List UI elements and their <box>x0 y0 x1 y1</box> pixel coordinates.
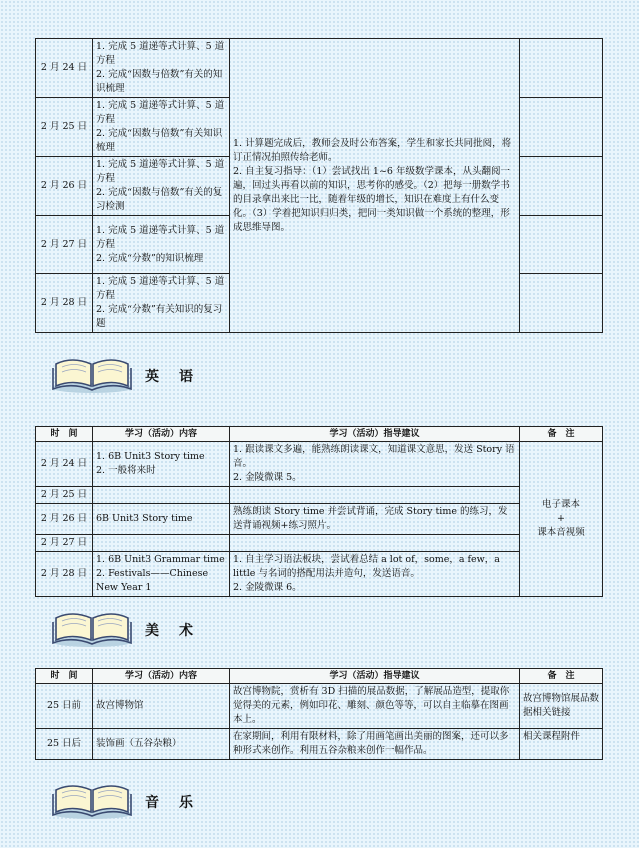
date-cell: 2 月 25 日 <box>36 98 93 157</box>
advice-cell: 故宫博物院，赏析有 3D 扫描的展品数据，了解展品造型，提取你觉得美的元素，例如印花、雕刻、颜色等等，可以自主临摹在图画本上。 <box>230 684 520 729</box>
content-cell: 1. 完成 5 道递等式计算、5 道方程 2. 完成“分数”有关知识的复习题 <box>93 274 230 333</box>
note-cell <box>520 39 603 98</box>
content-cell: 装饰画（五谷杂粮） <box>93 729 230 760</box>
content-cell: 1. 6B Unit3 Story time 2. 一般将来时 <box>93 442 230 487</box>
header-advice: 学习（活动）指导建议 <box>230 427 520 442</box>
art-section-heading <box>50 608 350 648</box>
note-cell <box>520 157 603 216</box>
date-cell: 2 月 26 日 <box>36 504 93 535</box>
note-cell: 故宫博物馆展品数据相关链接 <box>520 684 603 729</box>
content-cell <box>93 487 230 504</box>
table-header-row <box>36 669 603 684</box>
open-book-icon <box>50 780 134 820</box>
content-cell: 1. 6B Unit3 Grammar time 2. Festivals——Chinese New Year 1 <box>93 552 230 597</box>
table-row <box>36 504 603 535</box>
section-title: 美术 <box>145 623 213 639</box>
content-cell: 故宫博物馆 <box>93 684 230 729</box>
date-cell: 2 月 27 日 <box>36 535 93 552</box>
table-row <box>36 684 603 729</box>
header-advice: 学习（活动）指导建议 <box>230 669 520 684</box>
table-row <box>36 442 603 487</box>
content-cell <box>93 535 230 552</box>
advice-cell: 在家期间，利用有限材料，除了用画笔画出美丽的图案，还可以多种形式来创作。利用五谷杂粮来创作一幅作品。 <box>230 729 520 760</box>
content-cell: 1. 完成 5 道递等式计算、5 道方程 2. 完成“因数与倍数”有关知识梳理 <box>93 98 230 157</box>
advice-cell: 1. 计算题完成后，教师会及时公布答案，学生和家长共同批阅，将订正情况拍照传给老师。 2. 自主复习指导：（1）尝试找出 1~6 年级数学课本，从头翻阅一遍，回过头再看以前的知识，思考你的感受。（2）把每一册数学书的目录拿出来比一比，随着年级的增长，知识在难度上有什么变化。（3）学着把知识归归类，把同一类知识做一个系统的整理，形成思维导图。 <box>230 39 520 333</box>
date-cell: 2 月 25 日 <box>36 487 93 504</box>
table-header-row <box>36 427 603 442</box>
table-row <box>36 39 603 98</box>
content-cell: 1. 完成 5 道递等式计算、5 道方程 2. 完成“因数与倍数”有关的复习检测 <box>93 157 230 216</box>
advice-cell <box>230 487 520 504</box>
note-cell <box>520 216 603 274</box>
advice-cell: 熟练朗读 Story time 并尝试背诵，完成 Story time 的练习，发送背诵视频+练习照片。 <box>230 504 520 535</box>
advice-cell <box>230 535 520 552</box>
content-cell: 1. 完成 5 道递等式计算、5 道方程 2. 完成“分数”的知识梳理 <box>93 216 230 274</box>
date-cell: 25 日后 <box>36 729 93 760</box>
section-title: 音乐 <box>145 795 213 811</box>
header-content: 学习（活动）内容 <box>93 669 230 684</box>
note-cell: 电子课本 + 课本音视频 <box>520 442 603 597</box>
english-schedule-table <box>35 426 603 597</box>
header-time: 时 间 <box>36 427 93 442</box>
open-book-icon <box>50 354 134 394</box>
header-note: 备 注 <box>520 427 603 442</box>
section-title: 英语 <box>145 369 213 385</box>
note-cell <box>520 274 603 333</box>
date-cell: 25 日前 <box>36 684 93 729</box>
header-content: 学习（活动）内容 <box>93 427 230 442</box>
music-section-heading <box>50 780 350 820</box>
date-cell: 2 月 28 日 <box>36 274 93 333</box>
date-cell: 2 月 26 日 <box>36 157 93 216</box>
content-cell: 6B Unit3 Story time <box>93 504 230 535</box>
header-time: 时 间 <box>36 669 93 684</box>
date-cell: 2 月 24 日 <box>36 39 93 98</box>
math-schedule-table <box>35 38 603 333</box>
header-note: 备 注 <box>520 669 603 684</box>
art-schedule-table <box>35 668 603 760</box>
advice-cell: 1. 跟读课文多遍，能熟练朗读课文，知道课文意思，发送 Story 语音。 2. 金陵微课 5。 <box>230 442 520 487</box>
date-cell: 2 月 27 日 <box>36 216 93 274</box>
table-row <box>36 487 603 504</box>
english-section-heading <box>50 354 350 394</box>
table-row <box>36 535 603 552</box>
open-book-icon <box>50 608 134 648</box>
note-cell <box>520 98 603 157</box>
table-row <box>36 552 603 597</box>
content-cell: 1. 完成 5 道递等式计算、5 道方程 2. 完成“因数与倍数”有关的知识梳理 <box>93 39 230 98</box>
note-cell: 相关课程附件 <box>520 729 603 760</box>
advice-cell: 1. 自主学习语法板块，尝试着总结 a lot of，some，a few，a little 与名词的搭配用法并造句，发送语音。 2. 金陵微课 6。 <box>230 552 520 597</box>
date-cell: 2 月 24 日 <box>36 442 93 487</box>
table-row <box>36 729 603 760</box>
date-cell: 2 月 28 日 <box>36 552 93 597</box>
